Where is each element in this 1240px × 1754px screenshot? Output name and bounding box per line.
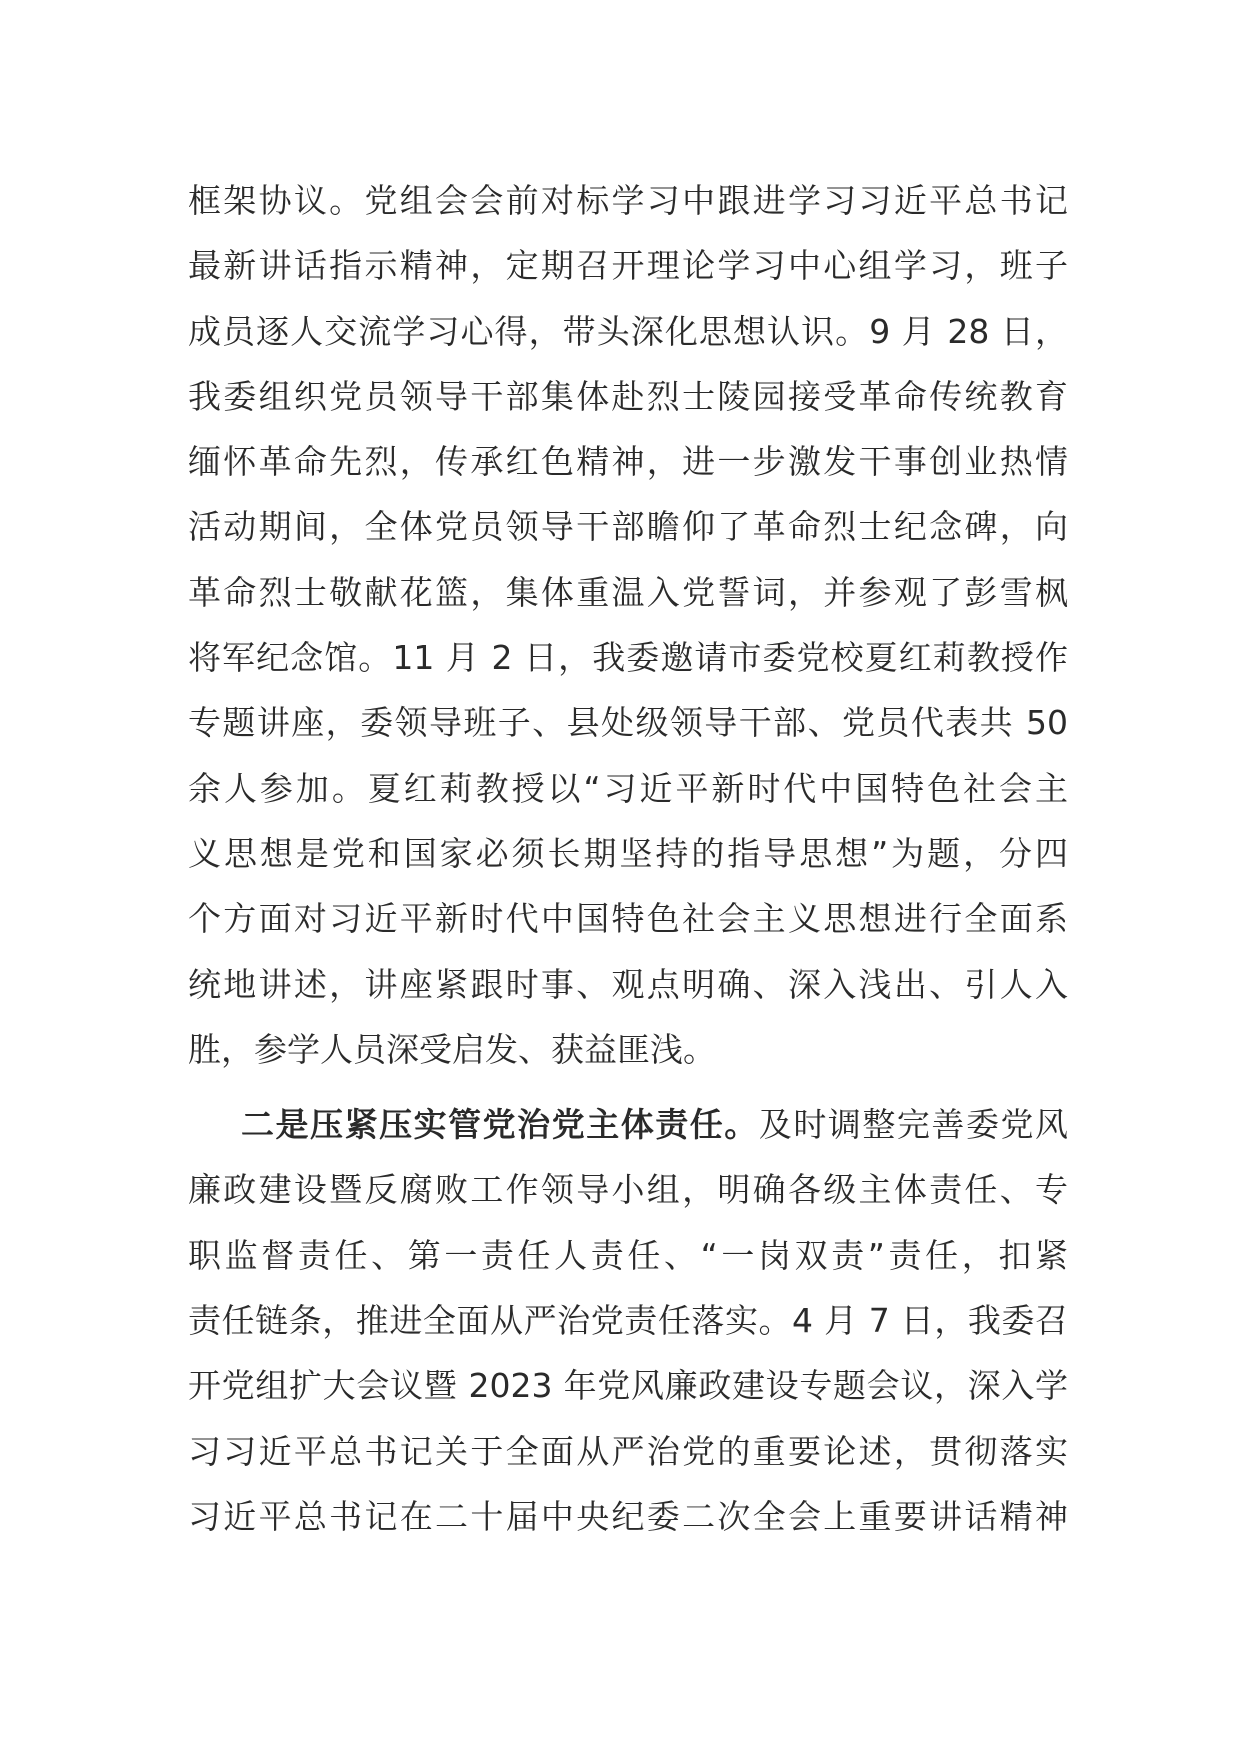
paragraph-2 <box>188 1092 1068 1549</box>
text-line: 成员逐人交流学习心得，带头深化思想认识。9 月 28 日， <box>188 311 1068 351</box>
text-line: 我委组织党员领导干部集体赴烈士陵园接受革命传统教育 <box>188 376 1068 416</box>
heading-line-rest: 及时调整完善委党风 <box>758 1105 1069 1145</box>
section-heading: 二是压紧压实管党治党主体责任。 <box>241 1105 759 1145</box>
text-line: 将军纪念馆。11 月 2 日，我委邀请市委党校夏红莉教授作 <box>188 638 1068 678</box>
text-line: 革命烈士敬献花篮，集体重温入党誓词，并参观了彭雪枫 <box>188 572 1068 612</box>
text-line: 最新讲话指示精神，定期召开理论学习中心组学习，班子 <box>188 246 1068 286</box>
text-line: 开党组扩大会议暨 2023 年党风廉政建设专题会议，深入学 <box>188 1366 1068 1406</box>
text-line: 习近平总书记在二十届中央纪委二次全会上重要讲话精神 <box>188 1496 1068 1536</box>
text-line: 职监督责任、第一责任人责任、“一岗双责”责任，扣紧 <box>188 1235 1068 1275</box>
text-line: 缅怀革命先烈，传承红色精神，进一步激发干事创业热情 <box>188 442 1068 482</box>
text-line <box>188 1092 1068 1157</box>
paragraph-gap <box>188 1082 1068 1092</box>
text-line: 活动期间，全体党员领导干部瞻仰了革命烈士纪念碑，向 <box>188 507 1068 547</box>
text-line: 义思想是党和国家必须长期坚持的指导思想”为题，分四 <box>188 833 1068 873</box>
text-line: 专题讲座，委领导班子、县处级领导干部、党员代表共 50 <box>188 703 1068 743</box>
text-line: 廉政建设暨反腐败工作领导小组，明确各级主体责任、专 <box>188 1170 1068 1210</box>
body-text <box>188 168 1068 1549</box>
text-line: 胜，参学人员深受启发、获益匪浅。 <box>188 1029 716 1069</box>
text-line: 责任链条，推进全面从严治党责任落实。4 月 7 日，我委召 <box>188 1301 1068 1341</box>
text-line: 余人参加。夏红莉教授以“习近平新时代中国特色社会主 <box>188 768 1068 808</box>
paragraph-1 <box>188 168 1068 1082</box>
text-line: 统地讲述，讲座紧跟时事、观点明确、深入浅出、引人入 <box>188 964 1068 1004</box>
text-line: 习习近平总书记关于全面从严治党的重要论述，贯彻落实 <box>188 1431 1068 1471</box>
text-line: 个方面对习近平新时代中国特色社会主义思想进行全面系 <box>188 899 1068 939</box>
text-line: 框架协议。党组会会前对标学习中跟进学习习近平总书记 <box>188 181 1068 220</box>
